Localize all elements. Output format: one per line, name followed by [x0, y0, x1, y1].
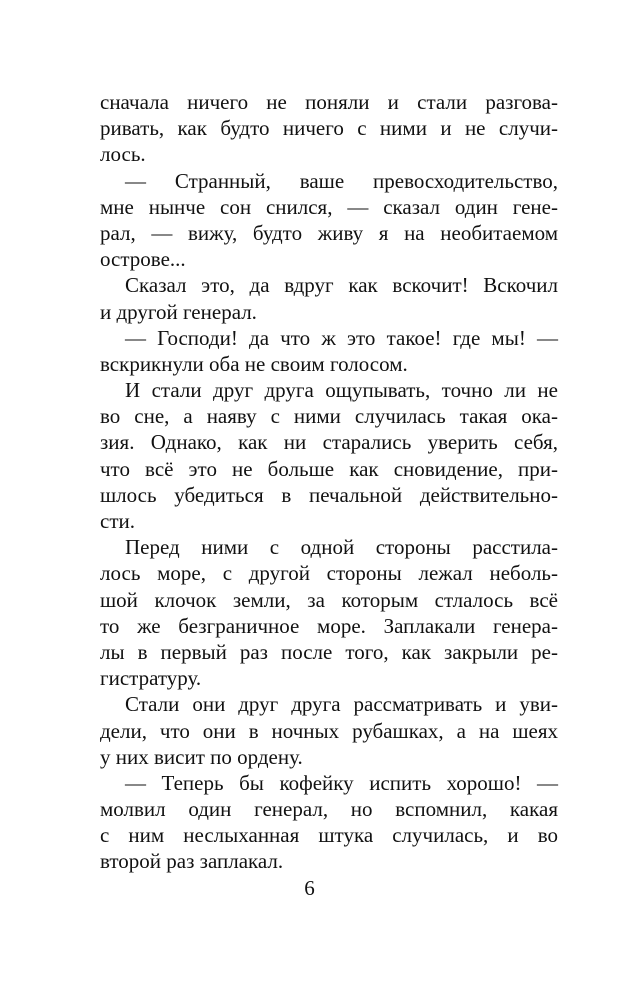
text-line: что всё это не больше как сновидение, при- — [100, 456, 558, 481]
text-line: лы в первый раз после того, как закрыли ре- — [100, 639, 558, 664]
text-line: с ним неслыханная штука случилась, и во — [100, 823, 558, 848]
page-number: 6 — [304, 876, 315, 900]
text-line: гистратуру. — [100, 666, 202, 691]
text-line: молвил один генерал, но вспомнил, какая — [100, 797, 558, 822]
text-line: шой клочок земли, за которым стлалось всё — [100, 587, 558, 612]
text-line: Перед ними с одной стороны расстила- — [125, 535, 558, 560]
text-line: лось море, с другой стороны лежал неболь- — [100, 561, 558, 586]
text-line: ривать, как будто ничего с ними и не случи- — [100, 116, 558, 141]
text-line: второй раз заплакал. — [100, 849, 284, 874]
text-line: — Странный, ваше превосходительство, — [125, 168, 558, 193]
text-line: лось. — [100, 142, 146, 167]
text-line: и другой генерал. — [100, 299, 257, 324]
text-line: Стали они друг друга рассматривать и уви- — [125, 692, 558, 717]
text-line: сначала ничего не поняли и стали разгова- — [100, 90, 558, 114]
text-line: во сне, а наяву с ними случилась такая ока- — [100, 404, 558, 429]
text-line: острове... — [100, 247, 186, 272]
text-line: сти. — [100, 509, 135, 533]
text-line: — Теперь бы кофейку испить хорошо! — — [125, 770, 558, 795]
text-line: у них висит по ордену. — [100, 744, 303, 769]
text-line: шлось убедиться в печальной действительно- — [100, 482, 558, 507]
text-line: И стали друг друга ощупывать, точно ли не — [125, 378, 558, 403]
text-line: рал, — вижу, будто живу я на необитаемом — [100, 220, 558, 245]
text-line: зия. Однако, как ни старались уверить себя, — [100, 430, 558, 455]
text-line: вскрикнули оба не своим голосом. — [100, 351, 408, 376]
page-text — [100, 89, 558, 875]
text-line: дели, что они в ночных рубашках, а на шеях — [100, 718, 558, 743]
text-line: мне нынче сон снился, — сказал один гене- — [100, 194, 558, 219]
text-line: — Господи! да что ж это такое! где мы! — — [125, 325, 558, 350]
text-line: то же безграничное море. Заплакали генера- — [100, 613, 558, 638]
text-line: Сказал это, да вдруг как вскочит! Вскочил — [125, 273, 558, 298]
